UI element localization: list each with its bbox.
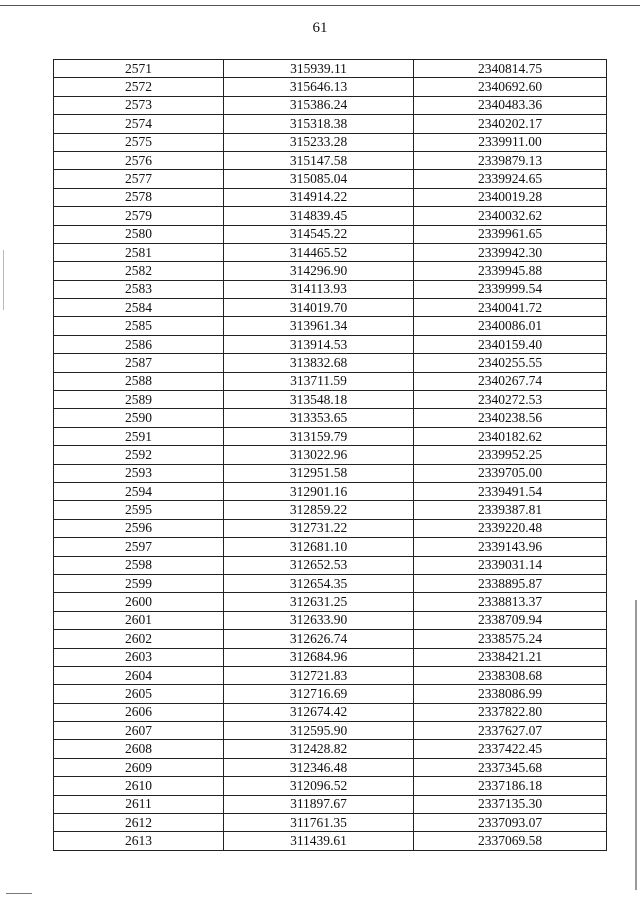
point-number-cell: 2576 xyxy=(54,151,224,169)
x-coordinate-cell: 313914.53 xyxy=(224,335,414,353)
point-number-cell: 2578 xyxy=(54,188,224,206)
y-coordinate-cell: 2337093.07 xyxy=(414,814,607,832)
point-number-cell: 2585 xyxy=(54,317,224,335)
x-coordinate-cell: 312684.96 xyxy=(224,648,414,666)
x-coordinate-cell: 312652.53 xyxy=(224,556,414,574)
point-number-cell: 2572 xyxy=(54,78,224,96)
y-coordinate-cell: 2340814.75 xyxy=(414,60,607,78)
point-number-cell: 2612 xyxy=(54,814,224,832)
table-row xyxy=(54,740,607,758)
y-coordinate-cell: 2340267.74 xyxy=(414,372,607,390)
x-coordinate-cell: 312631.25 xyxy=(224,593,414,611)
x-coordinate-cell: 314019.70 xyxy=(224,299,414,317)
table-row xyxy=(54,777,607,795)
x-coordinate-cell: 313711.59 xyxy=(224,372,414,390)
y-coordinate-cell: 2339220.48 xyxy=(414,519,607,537)
point-number-cell: 2597 xyxy=(54,538,224,556)
point-number-cell: 2588 xyxy=(54,372,224,390)
x-coordinate-cell: 311897.67 xyxy=(224,795,414,813)
y-coordinate-cell: 2337345.68 xyxy=(414,758,607,776)
point-number-cell: 2591 xyxy=(54,427,224,445)
y-coordinate-cell: 2340202.17 xyxy=(414,115,607,133)
x-coordinate-cell: 312626.74 xyxy=(224,630,414,648)
y-coordinate-cell: 2340255.55 xyxy=(414,354,607,372)
y-coordinate-cell: 2339924.65 xyxy=(414,170,607,188)
point-number-cell: 2602 xyxy=(54,630,224,648)
x-coordinate-cell: 313022.96 xyxy=(224,446,414,464)
x-coordinate-cell: 314296.90 xyxy=(224,262,414,280)
table-row xyxy=(54,409,607,427)
table-row xyxy=(54,243,607,261)
x-coordinate-cell: 312721.83 xyxy=(224,666,414,684)
table-row xyxy=(54,354,607,372)
table-row xyxy=(54,648,607,666)
y-coordinate-cell: 2340019.28 xyxy=(414,188,607,206)
x-coordinate-cell: 312716.69 xyxy=(224,685,414,703)
point-number-cell: 2610 xyxy=(54,777,224,795)
point-number-cell: 2573 xyxy=(54,96,224,114)
x-coordinate-cell: 312951.58 xyxy=(224,464,414,482)
point-number-cell: 2599 xyxy=(54,574,224,592)
y-coordinate-cell: 2339999.54 xyxy=(414,280,607,298)
x-coordinate-cell: 312731.22 xyxy=(224,519,414,537)
x-coordinate-cell: 315318.38 xyxy=(224,115,414,133)
x-coordinate-cell: 313961.34 xyxy=(224,317,414,335)
table-row xyxy=(54,758,607,776)
y-coordinate-cell: 2339491.54 xyxy=(414,482,607,500)
point-number-cell: 2613 xyxy=(54,832,224,850)
y-coordinate-cell: 2338895.87 xyxy=(414,574,607,592)
y-coordinate-cell: 2338308.68 xyxy=(414,666,607,684)
y-coordinate-cell: 2339942.30 xyxy=(414,243,607,261)
table-row xyxy=(54,96,607,114)
y-coordinate-cell: 2340238.56 xyxy=(414,409,607,427)
table-row xyxy=(54,188,607,206)
x-coordinate-cell: 312859.22 xyxy=(224,501,414,519)
point-number-cell: 2571 xyxy=(54,60,224,78)
table-row xyxy=(54,538,607,556)
x-coordinate-cell: 314465.52 xyxy=(224,243,414,261)
table-row xyxy=(54,501,607,519)
point-number-cell: 2589 xyxy=(54,391,224,409)
scan-margin-mark-right xyxy=(635,600,637,890)
table-row xyxy=(54,593,607,611)
y-coordinate-cell: 2338709.94 xyxy=(414,611,607,629)
y-coordinate-cell: 2338575.24 xyxy=(414,630,607,648)
y-coordinate-cell: 2337627.07 xyxy=(414,722,607,740)
x-coordinate-cell: 314113.93 xyxy=(224,280,414,298)
x-coordinate-cell: 315646.13 xyxy=(224,78,414,96)
table-row xyxy=(54,814,607,832)
table-row xyxy=(54,482,607,500)
x-coordinate-cell: 313159.79 xyxy=(224,427,414,445)
point-number-cell: 2583 xyxy=(54,280,224,298)
table-row xyxy=(54,703,607,721)
table-row xyxy=(54,317,607,335)
point-number-cell: 2577 xyxy=(54,170,224,188)
y-coordinate-cell: 2337186.18 xyxy=(414,777,607,795)
x-coordinate-cell: 314839.45 xyxy=(224,207,414,225)
table-row xyxy=(54,78,607,96)
y-coordinate-cell: 2339879.13 xyxy=(414,151,607,169)
point-number-cell: 2580 xyxy=(54,225,224,243)
y-coordinate-cell: 2339952.25 xyxy=(414,446,607,464)
table-row xyxy=(54,611,607,629)
point-number-cell: 2607 xyxy=(54,722,224,740)
table-row xyxy=(54,335,607,353)
point-number-cell: 2608 xyxy=(54,740,224,758)
y-coordinate-cell: 2338086.99 xyxy=(414,685,607,703)
table-row xyxy=(54,519,607,537)
x-coordinate-cell: 312633.90 xyxy=(224,611,414,629)
point-number-cell: 2600 xyxy=(54,593,224,611)
table-row xyxy=(54,299,607,317)
y-coordinate-cell: 2337069.58 xyxy=(414,832,607,850)
x-coordinate-cell: 313832.68 xyxy=(224,354,414,372)
table-row xyxy=(54,795,607,813)
table-row xyxy=(54,630,607,648)
table-row xyxy=(54,666,607,684)
y-coordinate-cell: 2340272.53 xyxy=(414,391,607,409)
y-coordinate-cell: 2340483.36 xyxy=(414,96,607,114)
point-number-cell: 2593 xyxy=(54,464,224,482)
table-row xyxy=(54,115,607,133)
table-row xyxy=(54,151,607,169)
y-coordinate-cell: 2339911.00 xyxy=(414,133,607,151)
x-coordinate-cell: 313353.65 xyxy=(224,409,414,427)
y-coordinate-cell: 2337422.45 xyxy=(414,740,607,758)
point-number-cell: 2574 xyxy=(54,115,224,133)
point-number-cell: 2579 xyxy=(54,207,224,225)
scan-margin-mark-left xyxy=(3,250,4,310)
x-coordinate-cell: 312595.90 xyxy=(224,722,414,740)
point-number-cell: 2594 xyxy=(54,482,224,500)
y-coordinate-cell: 2340086.01 xyxy=(414,317,607,335)
x-coordinate-cell: 315147.58 xyxy=(224,151,414,169)
y-coordinate-cell: 2339961.65 xyxy=(414,225,607,243)
table-row xyxy=(54,427,607,445)
table-row xyxy=(54,446,607,464)
table-row xyxy=(54,372,607,390)
point-number-cell: 2604 xyxy=(54,666,224,684)
y-coordinate-cell: 2340692.60 xyxy=(414,78,607,96)
table-row xyxy=(54,685,607,703)
table-row xyxy=(54,574,607,592)
point-number-cell: 2596 xyxy=(54,519,224,537)
y-coordinate-cell: 2338813.37 xyxy=(414,593,607,611)
table-row xyxy=(54,207,607,225)
table-row xyxy=(54,722,607,740)
point-number-cell: 2601 xyxy=(54,611,224,629)
coordinates-table-body xyxy=(54,60,607,851)
table-row xyxy=(54,170,607,188)
y-coordinate-cell: 2340182.62 xyxy=(414,427,607,445)
y-coordinate-cell: 2340159.40 xyxy=(414,335,607,353)
point-number-cell: 2590 xyxy=(54,409,224,427)
x-coordinate-cell: 314914.22 xyxy=(224,188,414,206)
point-number-cell: 2582 xyxy=(54,262,224,280)
y-coordinate-cell: 2339031.14 xyxy=(414,556,607,574)
table-row xyxy=(54,225,607,243)
y-coordinate-cell: 2337822.80 xyxy=(414,703,607,721)
point-number-cell: 2592 xyxy=(54,446,224,464)
x-coordinate-cell: 312346.48 xyxy=(224,758,414,776)
point-number-cell: 2609 xyxy=(54,758,224,776)
point-number-cell: 2584 xyxy=(54,299,224,317)
point-number-cell: 2603 xyxy=(54,648,224,666)
table-row xyxy=(54,391,607,409)
x-coordinate-cell: 315386.24 xyxy=(224,96,414,114)
point-number-cell: 2598 xyxy=(54,556,224,574)
x-coordinate-cell: 311761.35 xyxy=(224,814,414,832)
table-row xyxy=(54,280,607,298)
x-coordinate-cell: 312674.42 xyxy=(224,703,414,721)
x-coordinate-cell: 315939.11 xyxy=(224,60,414,78)
point-number-cell: 2586 xyxy=(54,335,224,353)
x-coordinate-cell: 312428.82 xyxy=(224,740,414,758)
x-coordinate-cell: 312096.52 xyxy=(224,777,414,795)
table-row xyxy=(54,60,607,78)
coordinates-table xyxy=(53,59,607,851)
x-coordinate-cell: 314545.22 xyxy=(224,225,414,243)
y-coordinate-cell: 2340032.62 xyxy=(414,207,607,225)
point-number-cell: 2575 xyxy=(54,133,224,151)
point-number-cell: 2605 xyxy=(54,685,224,703)
y-coordinate-cell: 2339387.81 xyxy=(414,501,607,519)
table-row xyxy=(54,556,607,574)
y-coordinate-cell: 2339143.96 xyxy=(414,538,607,556)
x-coordinate-cell: 312654.35 xyxy=(224,574,414,592)
table-row xyxy=(54,133,607,151)
point-number-cell: 2587 xyxy=(54,354,224,372)
y-coordinate-cell: 2339705.00 xyxy=(414,464,607,482)
x-coordinate-cell: 312901.16 xyxy=(224,482,414,500)
table-row xyxy=(54,832,607,850)
x-coordinate-cell: 315233.28 xyxy=(224,133,414,151)
x-coordinate-cell: 313548.18 xyxy=(224,391,414,409)
top-border-line xyxy=(0,5,640,6)
table-row xyxy=(54,262,607,280)
y-coordinate-cell: 2337135.30 xyxy=(414,795,607,813)
table-row xyxy=(54,464,607,482)
x-coordinate-cell: 312681.10 xyxy=(224,538,414,556)
y-coordinate-cell: 2338421.21 xyxy=(414,648,607,666)
point-number-cell: 2611 xyxy=(54,795,224,813)
point-number-cell: 2581 xyxy=(54,243,224,261)
x-coordinate-cell: 315085.04 xyxy=(224,170,414,188)
page-number: 61 xyxy=(312,20,328,36)
scan-artifact-bottom xyxy=(6,893,32,894)
x-coordinate-cell: 311439.61 xyxy=(224,832,414,850)
point-number-cell: 2606 xyxy=(54,703,224,721)
y-coordinate-cell: 2339945.88 xyxy=(414,262,607,280)
y-coordinate-cell: 2340041.72 xyxy=(414,299,607,317)
point-number-cell: 2595 xyxy=(54,501,224,519)
